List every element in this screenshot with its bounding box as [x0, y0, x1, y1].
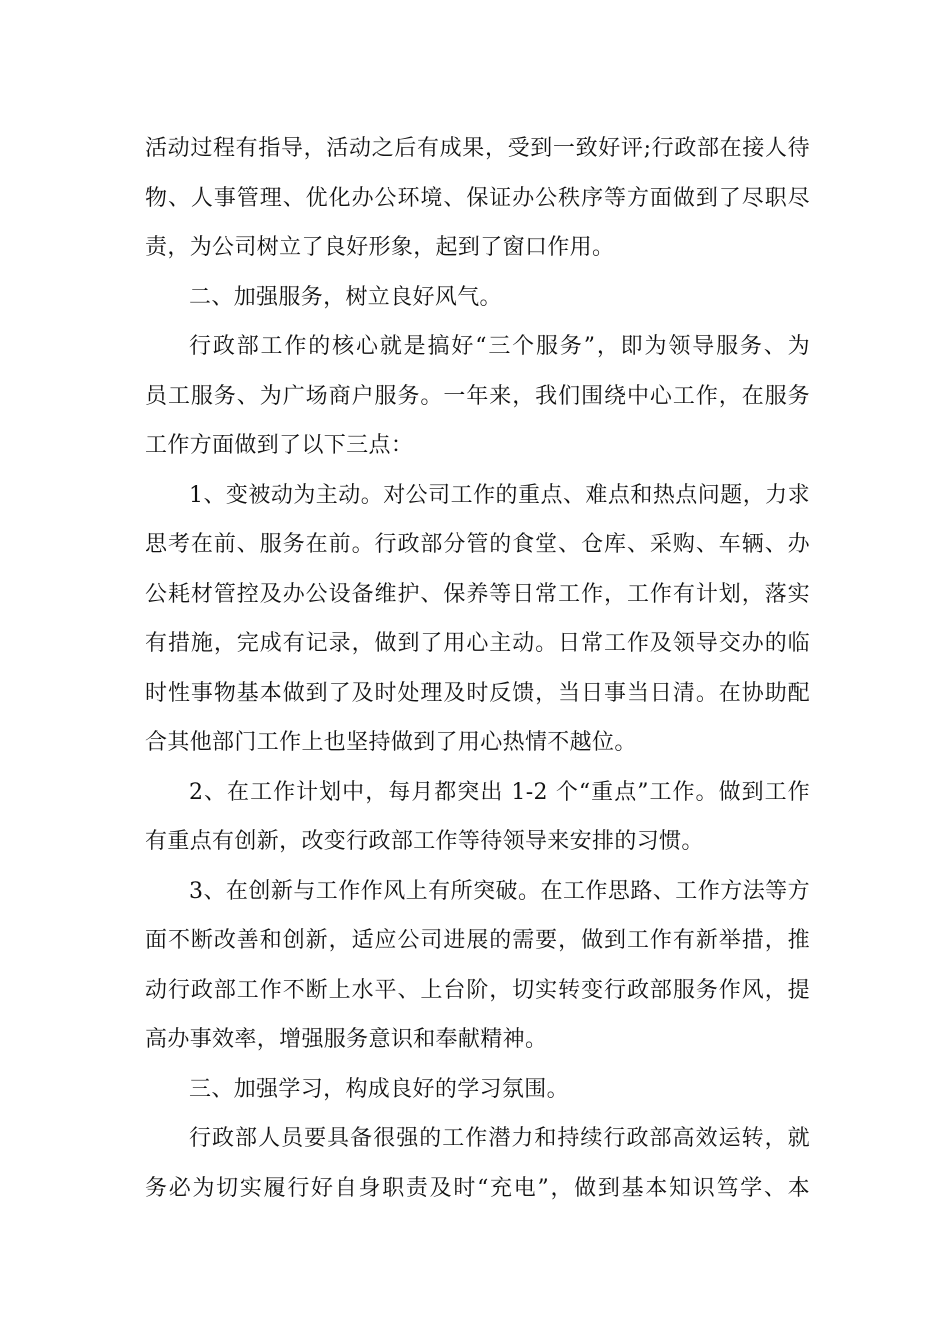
text-line: 活动过程有指导，活动之后有成果，受到一致好评;行政部在接人待: [145, 136, 810, 161]
section-heading: 二、加强服务，树立良好风气。: [189, 284, 502, 310]
text-line: 公耗材管控及办公设备维护、保养等日常工作，工作有计划，落实: [145, 581, 810, 607]
text-line: 物、人事管理、优化办公环境、保证办公秩序等方面做到了尽职尽: [145, 185, 810, 211]
text-line: 行政部工作的核心就是搞好“三个服务”，即为领导服务、为: [189, 334, 810, 359]
text-line: 面不断改善和创新，适应公司进展的需要，做到工作有新举措，推: [145, 928, 810, 953]
text-line: 有措施，完成有记录，做到了用心主动。日常工作及领导交办的临: [145, 631, 810, 656]
list-item-line: 1、变被动为主动。对公司工作的重点、难点和热点问题，力求: [189, 482, 810, 508]
text-line: 思考在前、服务在前。行政部分管的食堂、仓库、采购、车辆、办: [145, 532, 810, 557]
text-line: 高办事效率，增强服务意识和奉献精神。: [145, 1027, 548, 1052]
text-line: 有重点有创新，改变行政部工作等待领导来安排的习惯。: [145, 829, 704, 854]
text-line: 务必为切实履行好自身职责及时“充电”，做到基本知识笃学、本: [145, 1175, 810, 1201]
text-line: 责，为公司树立了良好形象，起到了窗口作用。: [145, 235, 615, 260]
list-item-line: 3、在创新与工作作风上有所突破。在工作思路、工作方法等方: [189, 878, 810, 904]
text-line: 合其他部门工作上也坚持做到了用心热情不越位。: [145, 730, 637, 755]
text-line: 工作方面做到了以下三点：: [145, 433, 414, 458]
section-heading: 三、加强学习，构成良好的学习氛围。: [189, 1076, 569, 1102]
text-line: 员工服务、为广场商户服务。一年来，我们围绕中心工作，在服务: [145, 383, 810, 409]
text-line: 行政部人员要具备很强的工作潜力和持续行政部高效运转，就: [189, 1126, 810, 1151]
text-line: 动行政部工作不断上水平、上台阶，切实转变行政部服务作风，提: [145, 977, 810, 1003]
list-item-line: 2、在工作计划中，每月都突出 1-2 个“重点”工作。做到工作: [189, 779, 810, 805]
document-body: [145, 124, 810, 1213]
text-line: 时性事物基本做到了及时处理及时反馈，当日事当日清。在协助配: [145, 680, 810, 706]
